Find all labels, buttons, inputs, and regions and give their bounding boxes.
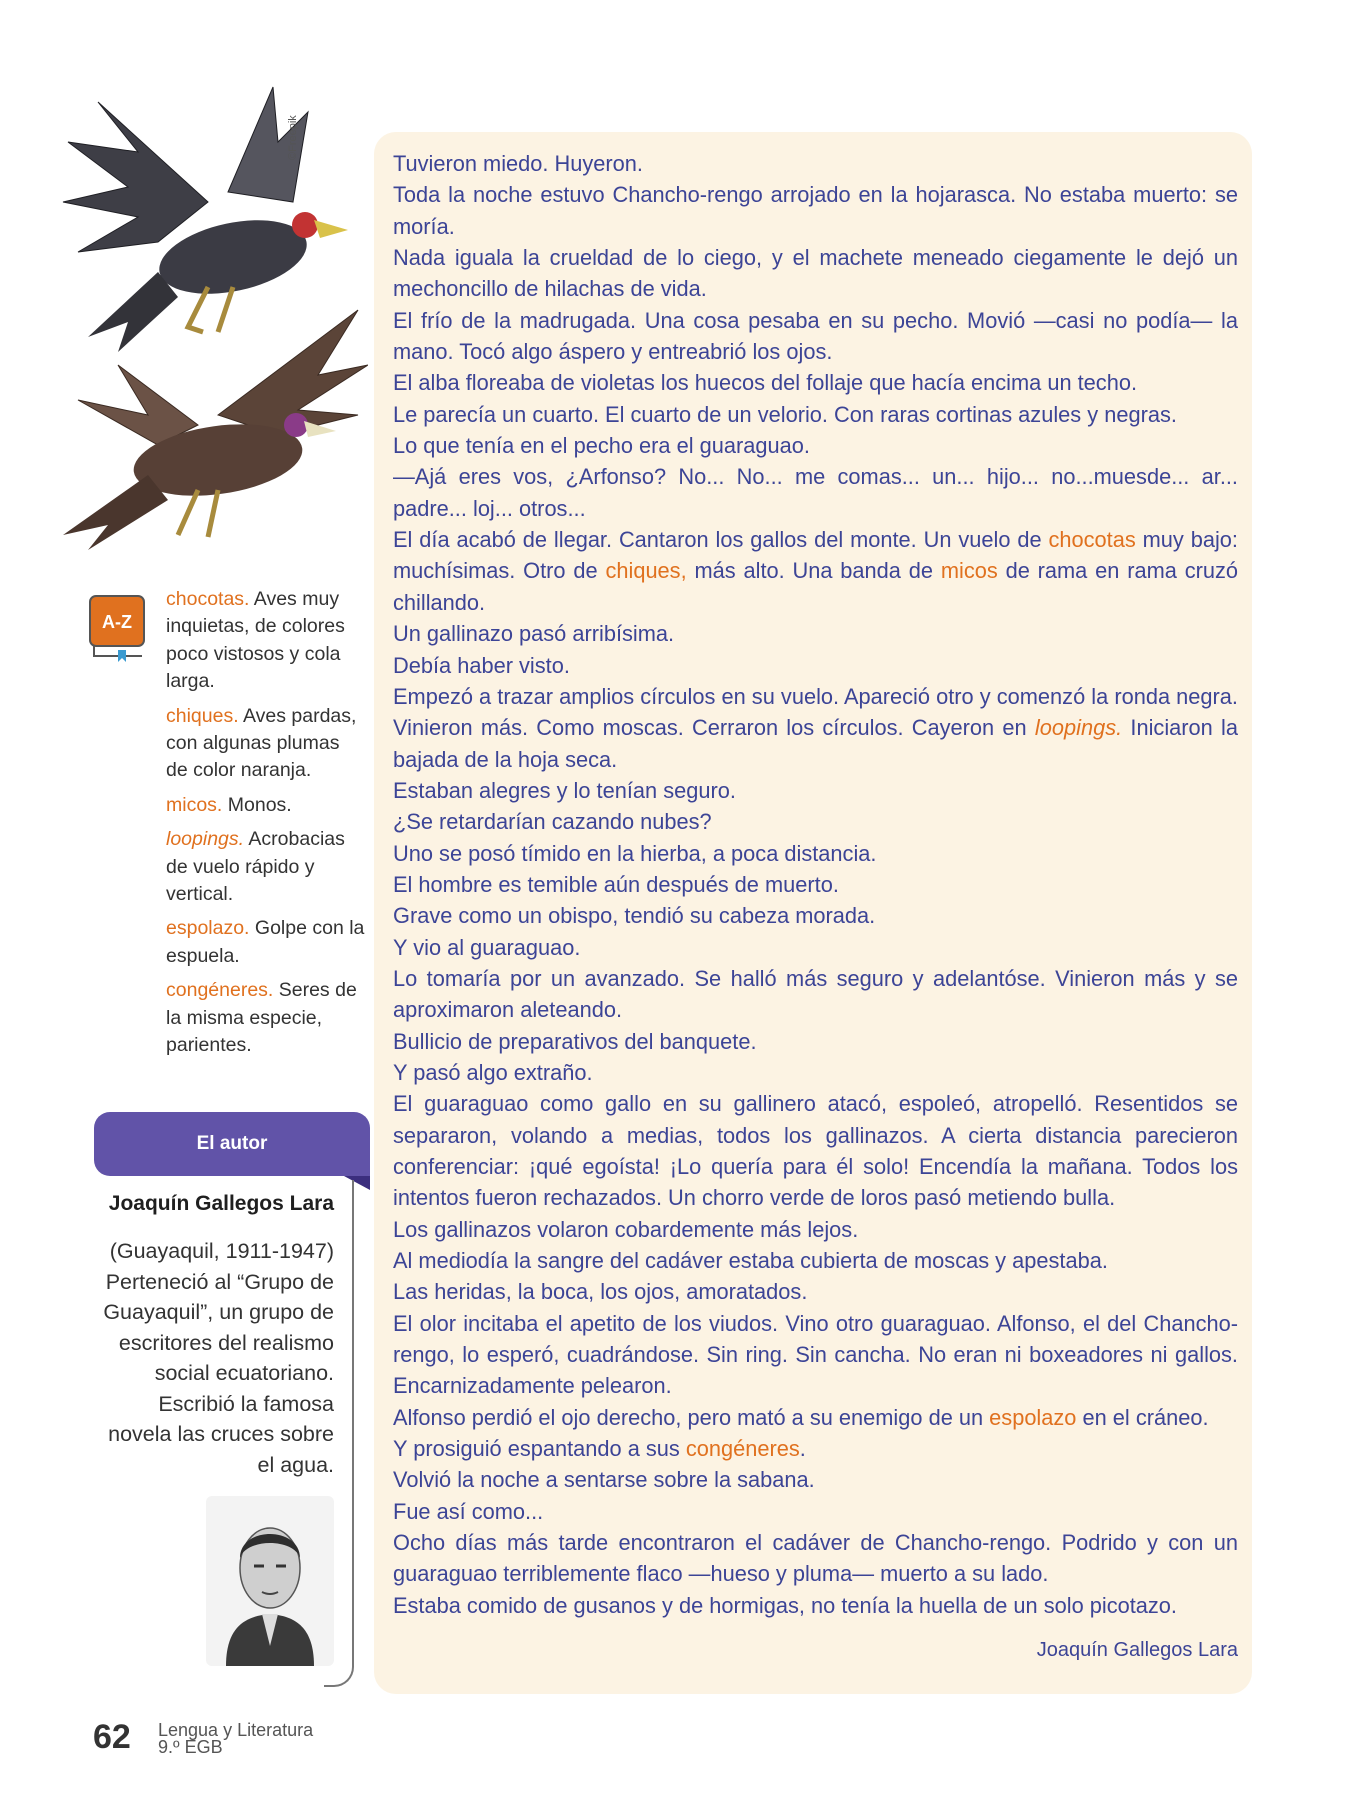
image-credit: ©Freepik — [287, 115, 299, 160]
story-paragraph: Bullicio de preparativos del banquete. — [393, 1028, 757, 1054]
story-fragment: El día acabó de llegar. Cantaron los gallos del monte. Un vuelo de — [393, 527, 1049, 553]
story-paragraph: El alba floreaba de violetas los huecos del follaje que hacía encima un techo. — [393, 370, 1137, 396]
story-fragment: Iniciaron la bajada de la hoja seca. — [393, 715, 1238, 772]
story-paragraph: Uno se posó tímido en la hierba, a poca distancia. — [393, 840, 877, 866]
glossary-word: loopings. — [1034, 715, 1123, 741]
story-paragraph: Ocho días más tarde encontraron el cadáver de Chancho-rengo. Podrido y con un guaraguao terriblemente flaco —hueso y pluma— muerto a su lado. — [393, 1530, 1238, 1587]
glossary-term: chocotas. — [166, 588, 250, 610]
story-paragraph: Nada iguala la crueldad de lo ciego, y el machete meneado ciegamente le dejó un mechoncillo de hilachas de vida. — [393, 245, 1238, 302]
story-paragraph: El frío de la madrugada. Una cosa pesaba en su pecho. Movió —casi no podía— la mano. Tocó algo áspero y entreabrió los ojos. — [393, 307, 1238, 365]
glossary-item — [166, 977, 366, 1059]
story-paragraph — [393, 1402, 1238, 1433]
grade-label: 9.º EGB — [158, 1737, 223, 1757]
glossary-definition: Monos. — [222, 793, 292, 816]
story-paragraph: Las heridas, la boca, los ojos, amoratados. — [393, 1279, 808, 1305]
story-fragment: de rama en rama cruzó chillando. — [393, 558, 1238, 615]
story-paragraph: Tuvieron miedo. Huyeron. — [393, 151, 643, 176]
story-paragraph — [393, 524, 1238, 618]
glossary-term: chiques. — [166, 704, 239, 727]
subject-label — [158, 1722, 313, 1756]
story-fragment: Empezó a trazar amplios círculos en su vuelo. Apareció otro y comenzó la ronda negra. Vinieron más. Como moscas. Cerraron los círculos. Cayeron en — [393, 683, 1238, 741]
glossary-word: micos — [940, 558, 998, 584]
story-paragraph: Toda la noche estuvo Chancho-rengo arrojado en la hojarasca. No estaba muerto: se moría. — [393, 182, 1238, 239]
page-number: 62 — [93, 1718, 131, 1756]
glossary-definition: Golpe con la espuela. — [166, 917, 365, 967]
story-paragraph: Estaba comido de gusanos y de hormigas, no tenía la huella de un solo picotazo. — [393, 1592, 1177, 1618]
story-paragraph: —Ajá eres vos, ¿Arfonso? No... No... me comas... un... hijo... no...muesde... ar... padre... loj... otros... — [393, 464, 1238, 521]
dictionary-icon-label: A-Z — [102, 612, 132, 632]
story-paragraph — [393, 681, 1238, 775]
story-paragraph: Volvió la noche a sentarse sobre la sabana. — [393, 1467, 815, 1493]
author-portrait — [206, 1496, 334, 1666]
glossary-word: chiques, — [605, 558, 687, 584]
glossary-word: chocotas — [1048, 527, 1136, 553]
story-fragment: . — [799, 1436, 806, 1462]
story-paragraph: Grave como un obispo, tendió su cabeza morada. — [393, 903, 876, 929]
author-name: Joaquín Gallegos Lara — [108, 1192, 334, 1215]
glossary-term: micos. — [166, 793, 223, 816]
glossary-item — [166, 586, 366, 696]
glossary-definition: Aves muy inquietas, de colores poco vistosos y cola larga. — [166, 588, 345, 693]
story-paragraph: Y pasó algo extraño. — [393, 1059, 593, 1085]
glossary-word: congéneres — [685, 1436, 800, 1462]
story-paragraph: Los gallinazos volaron cobardemente más lejos. — [393, 1216, 859, 1242]
story-fragment: Alfonso perdió el ojo derecho, pero mató a su enemigo de un — [393, 1404, 990, 1430]
story-paragraph: Un gallinazo pasó arribísima. — [393, 621, 675, 647]
story-fragment: Y prosiguió espantando a sus — [393, 1436, 686, 1462]
story-paragraph: Lo tomaría por un avanzado. Se halló más seguro y adelantóse. Vinieron más y se aproximaron aleteando. — [393, 965, 1238, 1023]
glossary — [166, 586, 366, 1067]
glossary-definition: Seres de la misma especie, parientes. — [166, 979, 357, 1057]
story-paragraph: Lo que tenía en el pecho era el guaraguao. — [393, 433, 810, 459]
story-text — [393, 148, 1238, 1621]
story-paragraph: El hombre es temible aún después de muerto. — [393, 871, 839, 897]
glossary-term: espolazo. — [166, 917, 250, 940]
glossary-item — [166, 826, 366, 908]
story-paragraph: Y vio al guaraguao. — [393, 934, 581, 960]
author-section-tab: El autor — [94, 1112, 370, 1176]
story-paragraph — [393, 1433, 1238, 1464]
story-signature: Joaquín Gallegos Lara — [1036, 1639, 1238, 1661]
story-paragraph: Al mediodía la sangre del cadáver estaba cubierta de moscas y apestaba. — [393, 1248, 1108, 1274]
glossary-item — [166, 792, 366, 819]
story-paragraph: Debía haber visto. — [393, 652, 570, 678]
story-paragraph: Fue así como... — [393, 1498, 544, 1524]
glossary-item — [166, 915, 366, 970]
story-fragment: muy bajo: muchísimas. Otro de — [393, 527, 1238, 584]
story-fragment: en el cráneo. — [1076, 1404, 1209, 1430]
glossary-term: loopings. — [166, 828, 245, 851]
story-paragraph: El guaraguao como gallo en su gallinero atacó, espoleó, atropelló. Resentidos se separaron, volando a medias, todos los gallinazos. A cierta distancia parecieron conferenciar: ¡qué egoísta! ¡Lo quería para él solo! Encendía la mañana. Todos los intentos fueron rechazados. Un chorro verde de loros pasó metiendo bulla. — [393, 1091, 1238, 1211]
subject-name: Lengua y Literatura — [158, 1720, 314, 1740]
story-paragraph: ¿Se retardarían cazando nubes? — [393, 809, 712, 835]
story-paragraph: Estaban alegres y lo tenían seguro. — [393, 777, 736, 803]
glossary-term: congéneres. — [166, 979, 274, 1002]
dictionary-icon — [88, 594, 148, 662]
story-fragment: más alto. Una banda de — [686, 558, 941, 584]
glossary-item — [166, 703, 366, 785]
author-bio: (Guayaquil, 1911-1947) Perteneció al “Grupo de Guayaquil”, un grupo de escritores del realismo social ecuatoriano. Escribió la famosa novela las cruces sobre el agua. — [103, 1239, 334, 1477]
story-paragraph: El olor incitaba el apetito de los viudos. Vino otro guaraguao. Alfonso, el del Chancho-rengo, lo esperó, cuadrándose. Sin ring. Sin cancha. No eran ni boxeadores ni gallos. Encarnizadamente pelearon. — [393, 1310, 1238, 1399]
turkey-vulture-illustration — [58, 305, 368, 550]
story-paragraph: Le parecía un cuarto. El cuarto de un velorio. Con raras cortinas azules y negras. — [393, 401, 1177, 427]
glossary-definition: Acrobacias de vuelo rápido y vertical. — [166, 828, 345, 906]
glossary-definition: Aves pardas, con algunas plumas de color naranja. — [166, 704, 357, 782]
glossary-word: espolazo — [989, 1404, 1077, 1430]
